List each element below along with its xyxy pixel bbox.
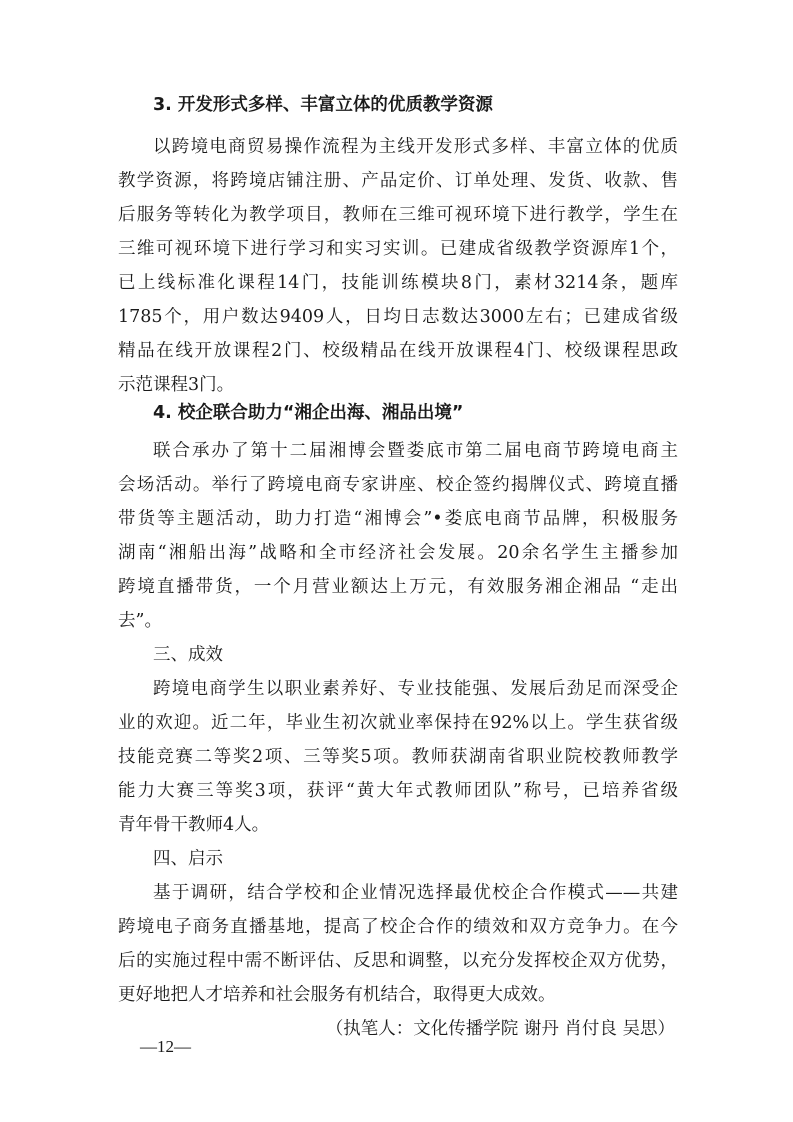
section-heading-insights: 四、启示: [153, 849, 223, 869]
section-heading-results: 三、成效: [153, 645, 223, 665]
paragraph-line: 示范课程3门。: [118, 375, 235, 395]
paragraph-line: 以跨境电商贸易操作流程为主线开发形式多样、丰富立体的优质: [153, 137, 678, 157]
paragraph-line: 技能竞赛二等奖2项、三等奖5项。教师获湖南省职业院校教师教学: [118, 747, 678, 767]
paragraph-line: 基于调研，结合学校和企业情况选择最优校企合作模式——共建: [153, 883, 678, 903]
paragraph-line: 跨境电商学生以职业素养好、专业技能强、发展后劲足而深受企: [153, 679, 678, 699]
paragraph-line: 能力大赛三等奖3项，获评“黄大年式教师团队”称号，已培养省级: [118, 781, 678, 801]
paragraph-line: 三维可视环境下进行学习和实习实训。已建成省级教学资源库1个，: [118, 239, 678, 259]
paragraph-line: 后服务等转化为教学项目，教师在三维可视环境下进行教学，学生在: [118, 205, 678, 225]
paragraph-line: 会场活动。举行了跨境电商专家讲座、校企签约揭牌仪式、跨境直播: [118, 475, 678, 495]
section-heading-3: 3. 开发形式多样、丰富立体的优质教学资源: [153, 95, 493, 115]
paragraph-line: 湖南“湘船出海”战略和全市经济社会发展。20余名学生主播参加: [118, 543, 678, 563]
section-heading-4: 4. 校企联合助力“湘企出海、湘品出境”: [153, 403, 464, 423]
paragraph-line: 业的欢迎。近二年，毕业生初次就业率保持在92%以上。学生获省级: [118, 713, 678, 733]
paragraph-line: 跨境直播带货，一个月营业额达上万元，有效服务湘企湘品 “走出: [118, 577, 678, 597]
paragraph-line: 青年骨干教师4人。: [118, 815, 270, 835]
page-number: —12—: [140, 1037, 191, 1056]
paragraph-line: 带货等主题活动，助力打造“湘博会”•娄底电商节品牌，积极服务: [118, 509, 678, 529]
paragraph-line: 精品在线开放课程2门、校级精品在线开放课程4门、校级课程思政: [118, 341, 678, 361]
paragraph-line: 跨境电子商务直播基地，提高了校企合作的绩效和双方竞争力。在今: [118, 917, 678, 937]
paragraph-line: 联合承办了第十二届湘博会暨娄底市第二届电商节跨境电商主: [153, 441, 678, 461]
paragraph-line: 更好地把人才培养和社会服务有机结合，取得更大成效。: [118, 985, 556, 1005]
paragraph-line: 后的实施过程中需不断评估、反思和调整，以充分发挥校企双方优势，: [118, 951, 678, 971]
author-byline: （执笔人：文化传播学院 谢丹 肖付良 吴思）: [325, 1019, 675, 1039]
paragraph-line: 教学资源，将跨境店铺注册、产品定价、订单处理、发货、收款、售: [118, 171, 678, 191]
paragraph-line: 已上线标准化课程14门，技能训练模块8门，素材3214条，题库: [118, 273, 678, 293]
paragraph-line: 去”。: [118, 611, 162, 631]
paragraph-line: 1785个，用户数达9409人，日均日志数达3000左右；已建成省级: [118, 307, 678, 327]
